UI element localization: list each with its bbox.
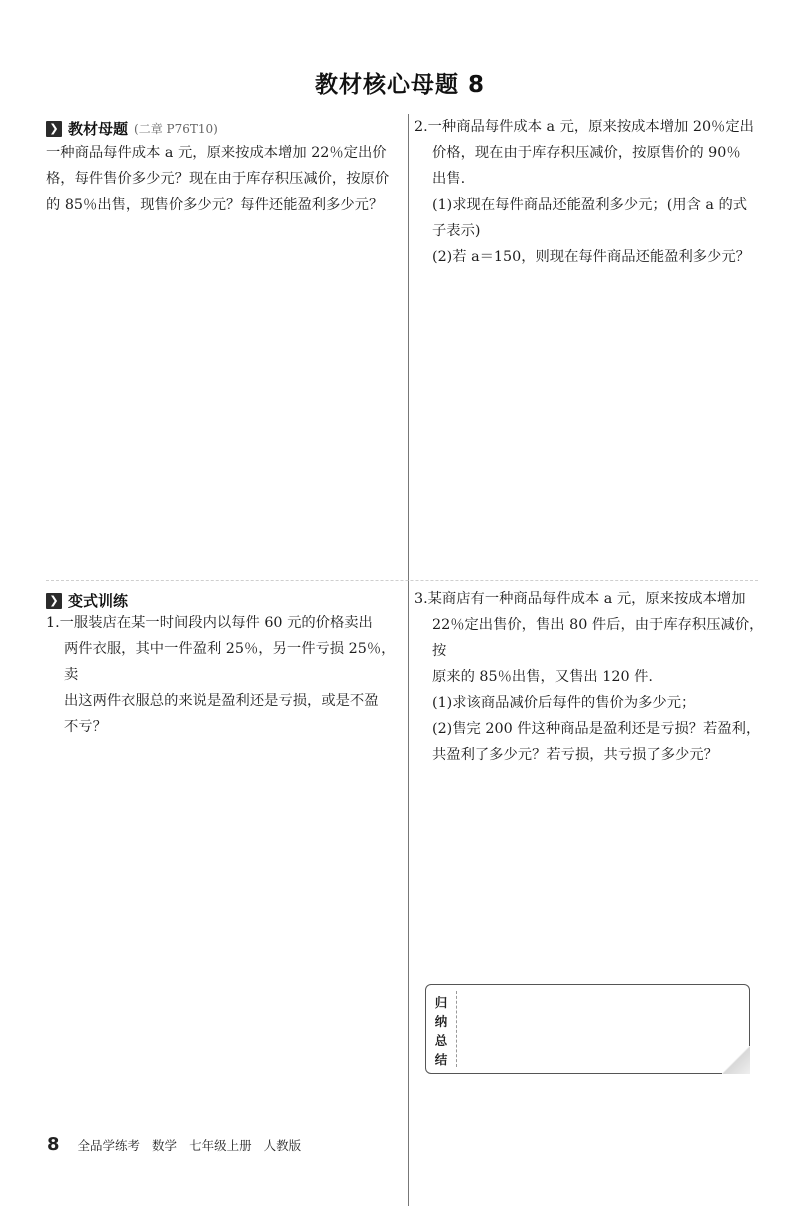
summary-char: 结 [434, 1052, 448, 1067]
summary-char: 归 [434, 995, 448, 1010]
variant-training-label: 变式训练 [68, 592, 129, 610]
text-line: 子表示) [432, 223, 481, 239]
text-line: 原来的 85％出售，又售出 120 件. [432, 669, 653, 685]
footer-book-series: 全品学练考 [77, 1137, 141, 1153]
text-line: 两件衣服，其中一件盈利 25％，另一件亏损 25％，卖 [64, 641, 396, 683]
textbook-problem-text [46, 140, 396, 218]
summary-separator [456, 991, 457, 1067]
summary-box [425, 984, 750, 1074]
summary-label [432, 993, 450, 1069]
text-line: 格，每件售价多少元？现在由于库存积压减价，按原价 [46, 171, 390, 187]
textbook-problem-heading [46, 118, 218, 139]
footer-edition: 人教版 [263, 1137, 302, 1153]
summary-char: 总 [434, 1033, 448, 1048]
text-line: 2.一种商品每件成本 a 元，原来按成本增加 20％定出 [414, 119, 754, 135]
text-line: (2)售完 200 件这种商品是盈利还是亏损？若盈利， [432, 721, 761, 737]
column-divider [408, 114, 409, 1206]
summary-char: 纳 [434, 1014, 448, 1029]
text-line: 价格，现在由于库存积压减价，按原售价的 90％ [432, 145, 741, 161]
text-line: 不亏？ [64, 719, 107, 735]
text-line: 3.某商店有一种商品每件成本 a 元，原来按成本增加 [414, 591, 746, 607]
problem-1 [46, 610, 402, 740]
text-line: (1)求现在每件商品还能盈利多少元；(用含 a 的式 [432, 197, 748, 213]
textbook-problem-label: 教材母题 [68, 120, 129, 138]
text-line: 1.一服装店在某一时间段内以每件 60 元的价格卖出 [46, 615, 373, 631]
footer-grade: 七年级上册 [189, 1137, 252, 1153]
page-footer [47, 1134, 313, 1155]
text-line: 的 85％出售，现售价多少元？每件还能盈利多少元？ [46, 197, 384, 213]
chevron-right-icon: ❯ [46, 593, 62, 609]
text-line: 22％定出售价，售出 80 件后，由于库存积压减价，按 [432, 617, 764, 659]
text-line: 共盈利了多少元？若亏损，共亏损了多少元？ [432, 747, 718, 763]
problem-3 [414, 586, 766, 768]
chevron-right-icon: ❯ [46, 121, 62, 137]
text-line: (1)求该商品减价后每件的售价为多少元； [432, 695, 696, 711]
page-number: 8 [47, 1134, 60, 1155]
problem-2 [414, 114, 764, 270]
section-divider [46, 580, 758, 581]
text-line: 出这两件衣服总的来说是盈利还是亏损，或是不盈 [64, 693, 379, 709]
text-line: 一种商品每件成本 a 元，原来按成本增加 22％定出价 [46, 145, 387, 161]
page-title: 教材核心母题 8 [314, 72, 485, 98]
footer-subject: 数学 [152, 1137, 178, 1153]
variant-training-heading [46, 590, 128, 611]
text-line: 出售. [432, 171, 466, 187]
page-curl-decoration [722, 1046, 750, 1074]
text-line: (2)若 a＝150，则现在每件商品还能盈利多少元？ [432, 249, 750, 265]
textbook-problem-source: (二章 P76T10) [134, 122, 218, 136]
